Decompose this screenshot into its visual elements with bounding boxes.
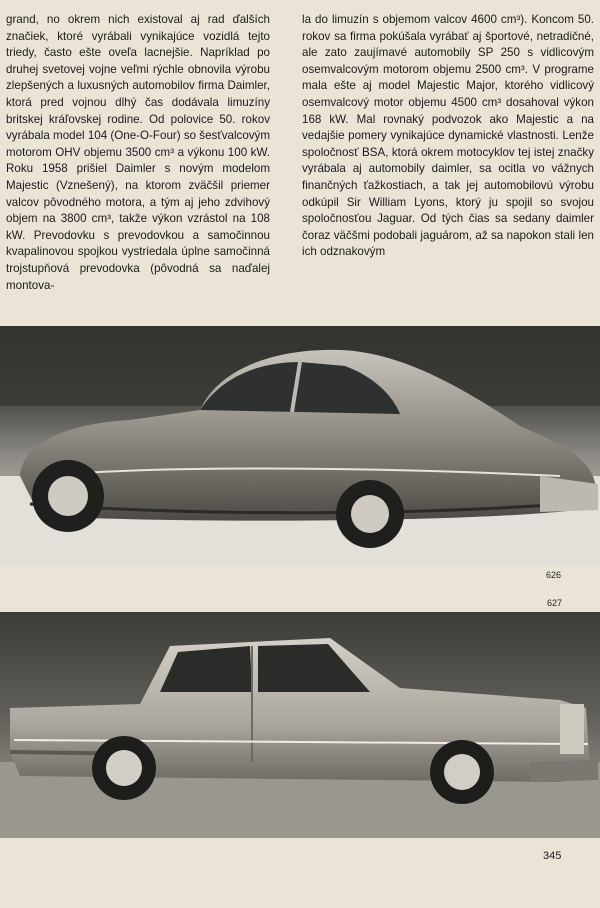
photo-luxury-sedan [0, 612, 600, 838]
text-column-left [6, 12, 270, 294]
body-text-left: grand, no okrem nich existoval aj rad ďalších značiek, ktoré vyrábali vynikajúce vozidlá tejto triedy, často ešte oveľa lacnejšie. Napríklad po druhej svetovej vojne veľmi rýchle obnovila výrobu zlepšených a luxusných automobilov firma Daimler, ktorá pred vojnou dlhý čas dodávala limuzíny britskej kráľovskej rodine. Od polovice 50. rokov vyrábala model 104 (One-O-Four) so šesťvalcovým motorom OHV objemu 3500 cm³ a výkonu 100 kW. Roku 1958 prišiel Daimler s novým modelom Majestic (Vznešený), na ktorom zväčšil priemer valcov pôvodného motora, a tým aj jeho zdvihový objem na 3800 cm³, takže výkon vzrástol na 108 kW. Prevodovku s prevodovkou a samočinnou kvapalinovou spojkou vystriedala úplne samočinná trojstupňová prevodovka (pôvodná sa naďalej montova- [6, 13, 271, 292]
body-text-right: la do limuzín s objemom valcov 4600 cm³). Koncom 50. rokov sa firma pokúšala vyrábať aj športové, netradičné, ale zato zaujímavé automobily SP 250 s vidlicovým osemvalcovým motorom objemu 2500 cm³. V programe mala ešte aj model Majestic Major, ktorého vidlicový osemvalcový motor objemu 4500 cm³ dosahoval výkon 168 kW. Mal rovnaký podvozok ako Majestic a na vedajšie pomery vynikajúce dynamické vlastnosti. Lenže spoločnosť BSA, ktorá okrem motocyklov tej istej značky vyrábala aj automobily daimler, sa ocitla vo vážnych finančných ťažkostiach, a tak jej automobilovú výrobu odkúpil Sir William Lyons, ktorý ju spojil so svojou spoločnosťou Jaguar. Od tých čias sa sedany daimler čoraz väčšmi podobali jaguárom, až sa napokon stali len ich odznakovým [302, 13, 594, 259]
text-column-right [302, 12, 594, 261]
page-number: 345 [543, 850, 562, 862]
photo-vintage-coupe [0, 326, 600, 566]
figure-number-626: 626 [546, 570, 562, 580]
figure-number-627: 627 [547, 598, 563, 608]
